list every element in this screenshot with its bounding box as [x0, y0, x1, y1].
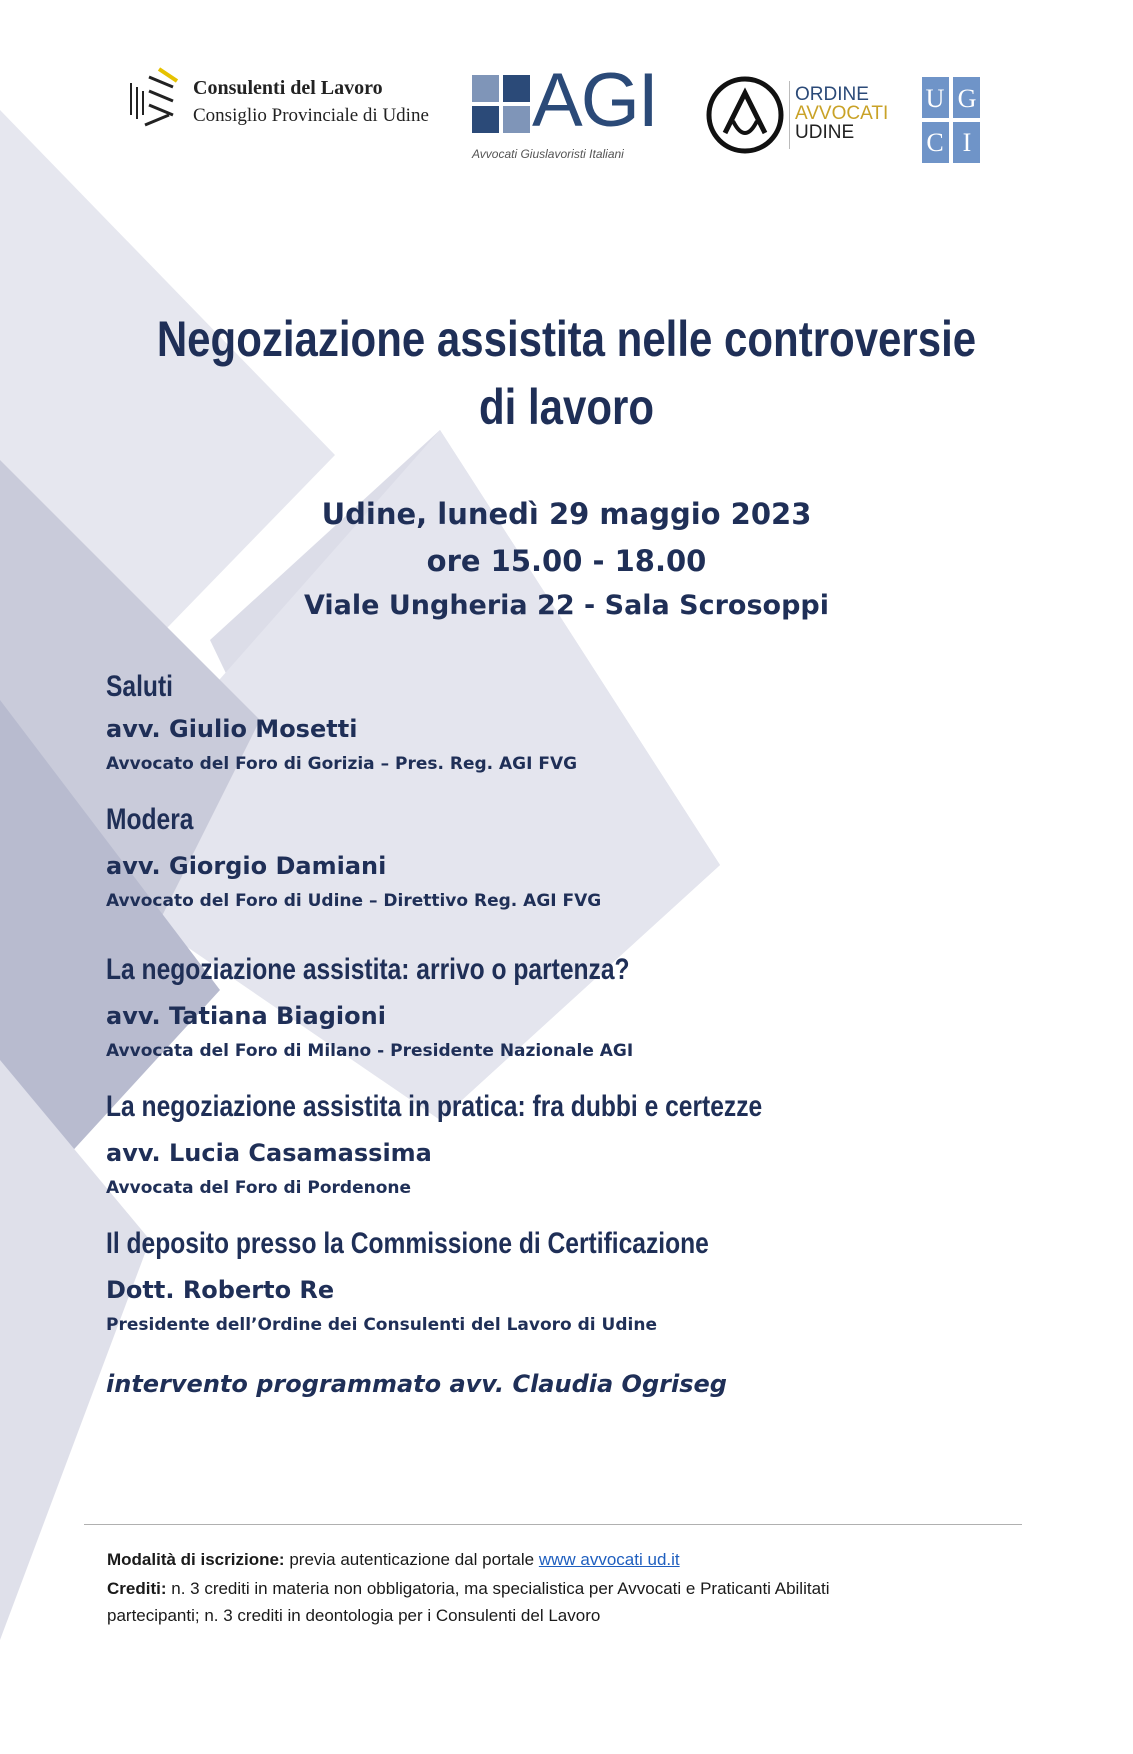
program-heading-talk2: La negoziazione assistita in pratica: fra dubbi e certezze — [106, 1090, 763, 1123]
speaker-role: Avvocato del Foro di Gorizia – Pres. Reg. AGI FVG — [106, 754, 578, 774]
credits-text-line1: n. 3 crediti in materia non obbligatoria, ma specialistica per Avvocati e Praticanti Abilitati — [171, 1579, 830, 1598]
consulenti-lavoro-logo — [125, 65, 465, 145]
ugci-logo — [922, 77, 980, 163]
registration-text: previa autenticazione dal portale — [289, 1550, 535, 1569]
event-title — [141, 305, 992, 441]
speaker-name: avv. Lucia Casamassima — [106, 1139, 432, 1167]
agi-name: AGI — [532, 58, 657, 143]
agi-squares-icon — [472, 75, 530, 133]
svg-text:G: G — [957, 84, 977, 113]
ordine-line2: AVVOCATI — [795, 103, 889, 124]
ordine-line3: UDINE — [795, 122, 855, 143]
event-title-line1: Negoziazione assistita nelle controversie — [156, 311, 977, 367]
speaker-name: avv. Giulio Mosetti — [106, 715, 358, 743]
credits-info — [107, 1575, 947, 1629]
speaker-role: Avvocato del Foro di Udine – Direttivo Reg. AGI FVG — [106, 891, 602, 911]
footer-divider — [84, 1524, 1022, 1525]
ordine-line1: ORDINE — [795, 84, 869, 105]
speaker-role: Presidente dell’Ordine dei Consulenti del Lavoro di Udine — [106, 1315, 657, 1335]
speaker-name: avv. Tatiana Biagioni — [106, 1002, 386, 1030]
speaker-name: avv. Giorgio Damiani — [106, 852, 387, 880]
speaker-role: Avvocata del Foro di Milano - Presidente Nazionale AGI — [106, 1041, 634, 1061]
portal-link[interactable]: www avvocati ud.it — [538, 1550, 680, 1569]
ordine-emblem-icon — [705, 75, 785, 155]
agi-logo — [470, 58, 660, 175]
svg-text:C: C — [926, 128, 944, 157]
credits-label: Crediti: — [107, 1579, 167, 1598]
program-heading-talk3: Il deposito presso la Commissione di Certificazione — [106, 1227, 709, 1260]
registration-label: Modalità di iscrizione: — [107, 1550, 285, 1569]
ordine-divider — [789, 81, 790, 149]
speaker-name: Dott. Roberto Re — [106, 1276, 335, 1304]
logo-bar — [0, 55, 1133, 185]
svg-text:I: I — [962, 128, 972, 157]
event-date: Udine, lunedì 29 maggio 2023 — [321, 497, 812, 531]
ordine-avvocati-logo — [705, 75, 905, 165]
credits-text-line2: partecipanti; n. 3 crediti in deontologia per i Consulenti del Lavoro — [107, 1606, 601, 1625]
program-heading-modera: Modera — [106, 803, 194, 836]
cdl-name: Consulenti del Lavoro — [193, 77, 383, 99]
cdl-council: Consiglio Provinciale di Udine — [193, 105, 429, 126]
agi-subtitle: Avvocati Giuslavoristi Italiani — [472, 147, 624, 161]
registration-info — [107, 1546, 947, 1573]
consulenti-lavoro-mark-icon — [125, 65, 185, 145]
svg-text:U: U — [925, 84, 945, 113]
event-time: ore 15.00 - 18.00 — [426, 544, 707, 578]
event-place: Viale Ungheria 22 - Sala Scrosoppi — [303, 590, 830, 621]
speaker-role: Avvocata del Foro di Pordenone — [106, 1178, 412, 1198]
programmed-intervention: intervento programmato avv. Claudia Ogriseg — [106, 1370, 727, 1398]
program-heading-talk1: La negoziazione assistita: arrivo o partenza? — [106, 953, 630, 986]
event-title-line2: di lavoro — [478, 379, 655, 435]
program-heading-saluti: Saluti — [106, 670, 173, 703]
